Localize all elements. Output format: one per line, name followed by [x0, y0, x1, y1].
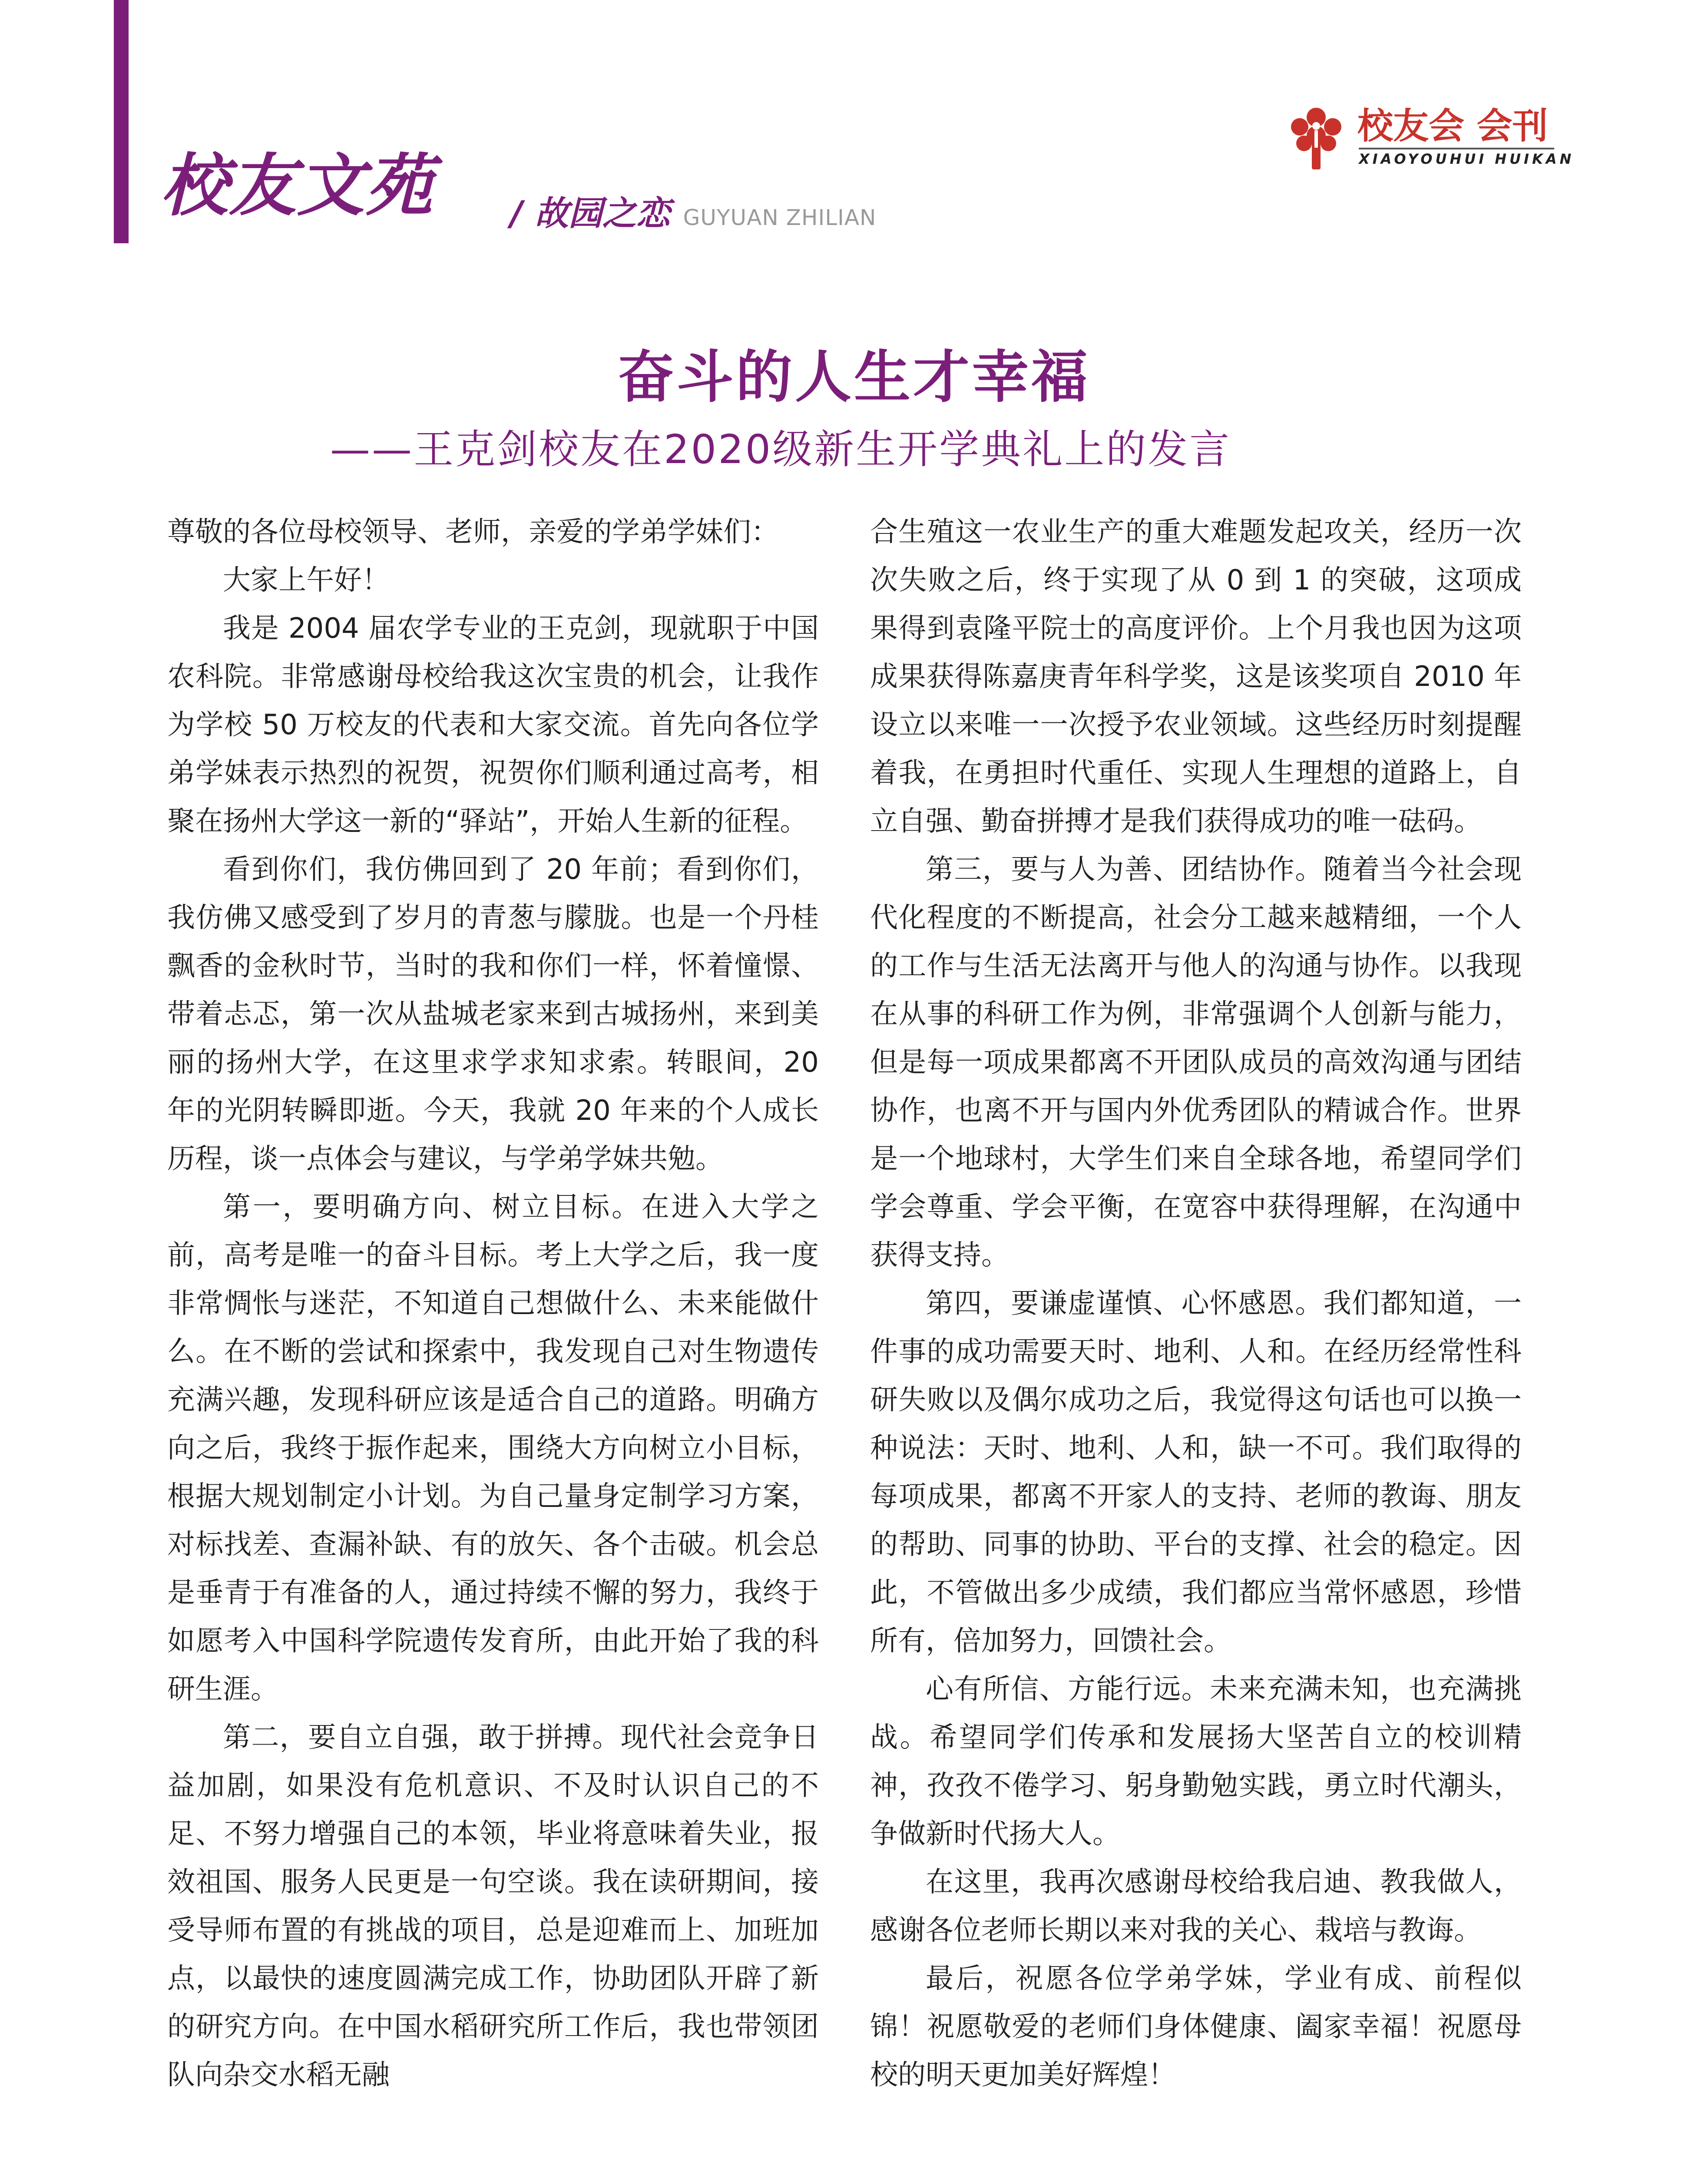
paragraph: 第一，要明确方向、树立目标。在进入大学之前，高考是唯一的奋斗目标。考上大学之后，我一度非常惆怅与迷茫，不知道自己想做什么、未来能做什么。在不断的尝试和探索中，我发现自己对生物遗传充满兴趣，发现科研应该是适合自己的道路。明确方向之后，我终于振作起来，围绕大方向树立小目标，根据大规划制定小计划。为自己量身定制学习方案，对标找差、查漏补缺、有的放矢、各个击破。机会总是垂青于有准备的人，通过持续不懈的努力，我终于如愿考入中国科学院遗传发育所，由此开始了我的科研生涯。 [167, 1191, 819, 1705]
article-title: 奋斗的人生才幸福 [617, 344, 1090, 410]
section-subtitle-en: GUYUAN ZHILIAN [683, 205, 877, 230]
paragraph: 第三，要与人为善、团结协作。随着当今社会现代化程度的不断提高，社会分工越来越精细，一个人的工作与生活无法离开与他人的沟通与协作。以我现在从事的科研工作为例，非常强调个人创新与能力，但是每一项成果都离不开团队成员的高效沟通与团结协作，也离不开与国内外优秀团队的精诚合作。世界是一个地球村，大学生们来自全球各地，希望同学们学会尊重、学会平衡，在宽容中获得理解，在沟通中获得支持。 [870, 854, 1522, 1271]
paragraph: 在这里，我再次感谢母校给我启迪、教我做人，感谢各位老师长期以来对我的关心、栽培与教诲。 [870, 1866, 1522, 1947]
paragraph: 第二，要自立自强，敢于拼搏。现代社会竞争日益加剧，如果没有危机意识、不及时认识自己的不足、不努力增强自己的本领，毕业将意味着失业，报效祖国、服务人民更是一句空谈。我在读研期间，接受导师布置的有挑战的项目，总是迎难而上、加班加点，以最快的速度圆满完成工作，协助团队开辟了新的研究方向。在中国水稻研究所工作后，我也带领团队向杂交水稻无融 [167, 1722, 819, 2091]
article-column-right [870, 508, 1522, 2099]
paragraph: 看到你们，我仿佛回到了 20 年前；看到你们，我仿佛又感受到了岁月的青葱与朦胧。也是一个丹桂飘香的金秋时节，当时的我和你们一样，怀着憧憬、带着忐忑，第一次从盐城老家来到古城扬州，来到美丽的扬州大学，在这里求学求知求索。转眼间，20 年的光阴转瞬即逝。今天，我就 20 年来的个人成长历程，谈一点体会与建议，与学弟学妹共勉。 [167, 854, 819, 1175]
paragraph: 第四，要谦虚谨慎、心怀感恩。我们都知道，一件事的成功需要天时、地利、人和。在经历经常性科研失败以及偶尔成功之后，我觉得这句话也可以换一种说法：天时、地利、人和，缺一不可。我们取得的每项成果，都离不开家人的支持、老师的教诲、朋友的帮助、同事的协助、平台的支撑、社会的稳定。因此，不管做出多少成绩，我们都应当常怀感恩，珍惜所有，倍加努力，回馈社会。 [870, 1288, 1522, 1657]
section-title: 校友文苑 [161, 146, 434, 225]
article-column-left [167, 508, 819, 2099]
brand-name-en: XIAOYOUHUI HUIKAN [1359, 151, 1575, 167]
paragraph: 我是 2004 届农学专业的王克剑，现就职于中国农科院。非常感谢母校给我这次宝贵的机会，让我作为学校 50 万校友的代表和大家交流。首先向各位学弟学妹表示热烈的祝贺，祝贺你们顺利通过高考，相聚在扬州大学这一新的“驿站”，开始人生新的征程。 [167, 613, 819, 838]
header-accent-bar [114, 0, 129, 243]
paragraph: 合生殖这一农业生产的重大难题发起攻关，经历一次次失败之后，终于实现了从 0 到 1 的突破，这项成果得到袁隆平院士的高度评价。上个月我也因为这项成果获得陈嘉庚青年科学奖，这是该奖项自 2010 年设立以来唯一一次授予农业领域。这些经历时刻提醒着我，在勇担时代重任、实现人生理想的道路上，自立自强、勤奋拼搏才是我们获得成功的唯一砝码。 [870, 516, 1522, 838]
article-subtitle: ——王克剑校友在2020级新生开学典礼上的发言 [330, 426, 1231, 473]
section-subtitle [510, 194, 877, 233]
section-subtitle-cn: / 故园之恋 [510, 194, 670, 233]
paragraph: 最后，祝愿各位学弟学妹，学业有成、前程似锦！祝愿敬爱的老师们身体健康、阖家幸福！祝愿母校的明天更加美好辉煌！ [870, 1963, 1522, 2091]
paragraph: 尊敬的各位母校领导、老师，亲爱的学弟学妹们： [167, 516, 779, 548]
brand-divider [1359, 148, 1554, 149]
brand-name-cn: 校友会 会刊 [1357, 106, 1548, 147]
alumni-association-logo-icon [1273, 100, 1360, 174]
paragraph: 心有所信、方能行远。未来充满未知，也充满挑战。希望同学们传承和发展扬大坚苦自立的校训精神，孜孜不倦学习、躬身勤勉实践，勇立时代潮头，争做新时代扬大人。 [870, 1673, 1522, 1850]
paragraph: 大家上午好！ [223, 564, 390, 596]
